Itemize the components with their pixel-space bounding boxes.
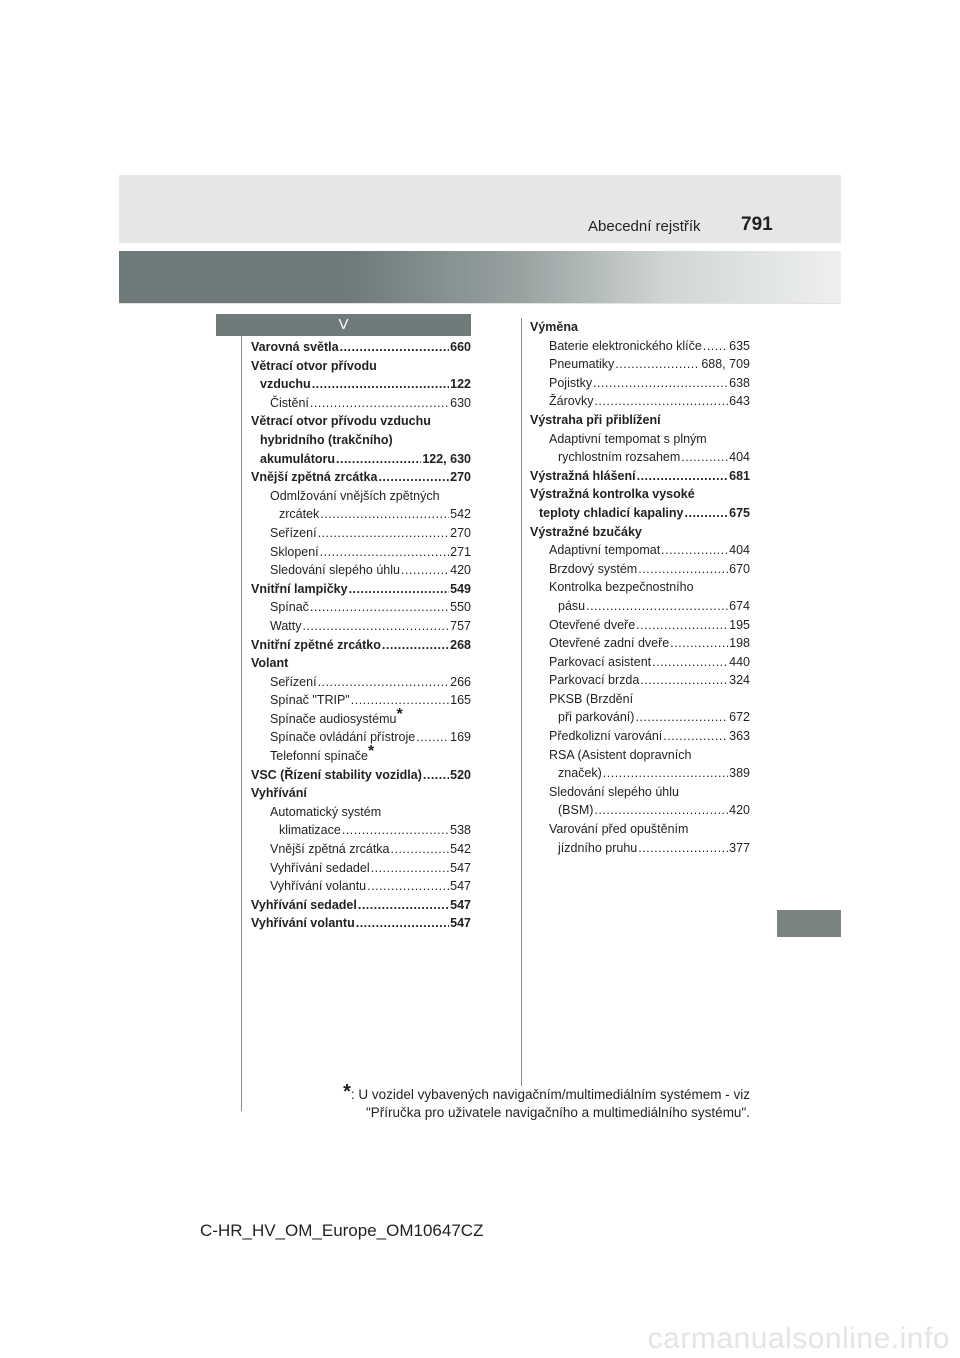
index-subentry: Adaptivní tempomat ..... 404 (530, 541, 750, 560)
index-subentry: Vnější zpětná zrcátka ..... 542 (251, 840, 471, 859)
index-subentry: zrcátek ..... 542 (251, 505, 471, 524)
watermark-text: carmanualsonline.info (647, 1322, 950, 1355)
column-rule-middle (521, 318, 522, 1086)
index-subentry: pásu ..... 674 (530, 597, 750, 616)
index-column-left (251, 338, 471, 933)
index-subentry: Seřízení ..... 266 (251, 673, 471, 692)
index-subentry: Pneumatiky ..... 688, 709 (530, 355, 750, 374)
index-subentry: Otevřené dveře ..... 195 (530, 616, 750, 635)
index-entry: Varovná světla ..... 660 (251, 338, 471, 357)
index-entry: VSC (Řízení stability vozidla) ..... 520 (251, 766, 471, 785)
section-thumb-tab (777, 910, 841, 937)
divider (119, 303, 841, 304)
index-subentry: Čistění ..... 630 (251, 394, 471, 413)
index-entry: Výstražná hlášení ..... 681 (530, 467, 750, 486)
decorative-gradient-band (119, 251, 841, 303)
index-subentry: značek) ..... 389 (530, 764, 750, 783)
index-subentry: Spínač ..... 550 (251, 598, 471, 617)
index-subentry: Varování před opuštěním (549, 822, 689, 837)
index-subentry: Kontrolka bezpečnostního (549, 580, 694, 595)
index-entry: Výměna (530, 320, 578, 334)
index-entry: Větrací otvor přívodu vzduchu (251, 414, 431, 429)
index-subentry: Spínač "TRIP" ..... 165 (251, 691, 471, 710)
footnote-star: * (343, 1081, 351, 1103)
index-entry: Vnitřní lampičky ..... 549 (251, 580, 471, 599)
footnote-marker: * (368, 743, 375, 761)
document-id: C-HR_HV_OM_Europe_OM10647CZ (200, 1221, 484, 1240)
index-subentry: Spínače audiosystému* (270, 705, 403, 726)
index-subentry: Vyhřívání sedadel ..... 547 (251, 859, 471, 878)
index-subentry: Žárovky ..... 643 (530, 392, 750, 411)
index-entry: Volant (251, 656, 289, 671)
column-rule-left (241, 336, 242, 1111)
index-subentry: Baterie elektronického klíče ..... 635 (530, 337, 750, 356)
index-subentry: Parkovací brzda ..... 324 (530, 671, 750, 690)
index-subentry: Sklopení ..... 271 (251, 543, 471, 562)
index-subentry: Watty ..... 757 (251, 617, 471, 636)
index-subentry: Telefonní spínače* (270, 743, 375, 764)
index-subentry: při parkování) ..... 672 (530, 708, 750, 727)
index-entry: Vyhřívání (251, 786, 307, 801)
index-entry: Výstražná kontrolka vysoké (530, 487, 695, 502)
index-entry: hybridního (trakčního) (260, 432, 393, 447)
footnote-line-1: *: U vozidel vybavených navigačním/multimediálním systémem - viz (343, 1081, 750, 1103)
header-band (119, 175, 841, 243)
index-subentry: Předkolizní varování ..... 363 (530, 727, 750, 746)
index-entry: Vyhřívání volantu ..... 547 (251, 914, 471, 933)
index-subentry: Adaptivní tempomat s plným (549, 431, 707, 446)
index-subentry: RSA (Asistent dopravních (549, 747, 692, 762)
index-subentry: klimatizace ..... 538 (251, 821, 471, 840)
index-subentry: Brzdový systém ..... 670 (530, 560, 750, 579)
footnote-line-2: "Příručka pro uživatele navigačního a multimediálního systému". (365, 1105, 750, 1120)
index-column-right (530, 318, 750, 857)
index-entry: vzduchu ..... 122 (251, 375, 471, 394)
index-entry: Vyhřívání sedadel ..... 547 (251, 896, 471, 915)
index-entry: teploty chladicí kapaliny ..... 675 (530, 504, 750, 523)
index-entry: akumulátoru ..... 122, 630 (251, 450, 471, 469)
index-subentry: (BSM) ..... 420 (530, 801, 750, 820)
index-subentry: rychlostním rozsahem ..... 404 (530, 448, 750, 467)
index-subentry: Pojistky ..... 638 (530, 374, 750, 393)
index-entry: Vnější zpětná zrcátka ..... 270 (251, 468, 471, 487)
index-entry: Výstražné bzučáky (530, 524, 642, 539)
index-subentry: Sledování slepého úhlu ..... 420 (251, 561, 471, 580)
index-subentry: Parkovací asistent ..... 440 (530, 653, 750, 672)
index-entry: Výstraha při přiblížení (530, 412, 661, 427)
footnote (343, 1083, 750, 1122)
footnote-marker: * (396, 705, 403, 723)
index-subentry: Sledování slepého úhlu (549, 784, 679, 799)
index-subentry: Otevřené zadní dveře ..... 198 (530, 634, 750, 653)
index-entry: Větrací otvor přívodu (251, 358, 377, 373)
index-subentry: Seřízení ..... 270 (251, 524, 471, 543)
index-subentry: Vyhřívání volantu ..... 547 (251, 877, 471, 896)
index-subentry: Spínače ovládání přístroje ..... 169 (251, 728, 471, 747)
page-number: 791 (741, 214, 773, 235)
index-subentry: Odmlžování vnějších zpětných (270, 488, 440, 503)
index-subentry: jízdního pruhu ..... 377 (530, 839, 750, 858)
page-header-title: Abecední rejstřík (588, 218, 701, 235)
index-subentry: Automatický systém (270, 804, 382, 819)
index-entry: Vnitřní zpětné zrcátko ..... 268 (251, 636, 471, 655)
section-letter-heading: V (216, 314, 471, 336)
index-subentry: PKSB (Brzdění (549, 691, 634, 706)
